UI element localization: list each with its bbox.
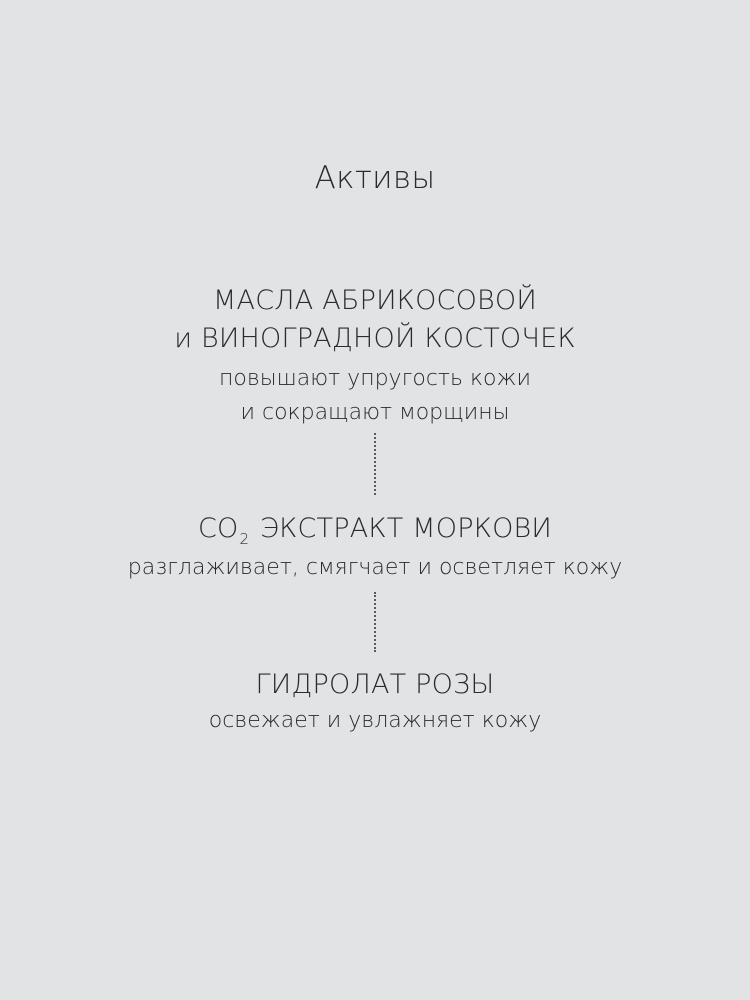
active-heading-line: МАСЛА АБРИКОСОВОЙ	[213, 285, 537, 316]
active-heading-suffix: ЭКСТРАКТ МОРКОВИ	[251, 513, 552, 544]
dotted-divider	[374, 433, 376, 495]
active-heading-line: ГИДРОЛАТ РОЗЫ	[255, 669, 495, 700]
dotted-divider	[374, 592, 376, 652]
active-apricot-grape-oils	[0, 282, 750, 430]
active-rose-hydrolate	[0, 666, 750, 738]
active-heading-line: и ВИНОГРАДНОЙ КОСТОЧЕК	[174, 323, 576, 354]
active-description-line: освежает и увлажняет кожу	[208, 708, 542, 733]
page-title: Активы	[314, 160, 436, 196]
active-heading	[0, 510, 750, 551]
active-heading-prefix: CO	[198, 513, 239, 544]
active-description-line: и сокращают морщины	[240, 400, 510, 425]
active-carrot-extract	[0, 510, 750, 585]
active-description-line: повышают упругость кожи	[219, 366, 531, 391]
active-heading-subscript: 2	[239, 530, 250, 548]
active-description-line: разглаживает, смягчает и осветляет кожу	[127, 555, 623, 580]
